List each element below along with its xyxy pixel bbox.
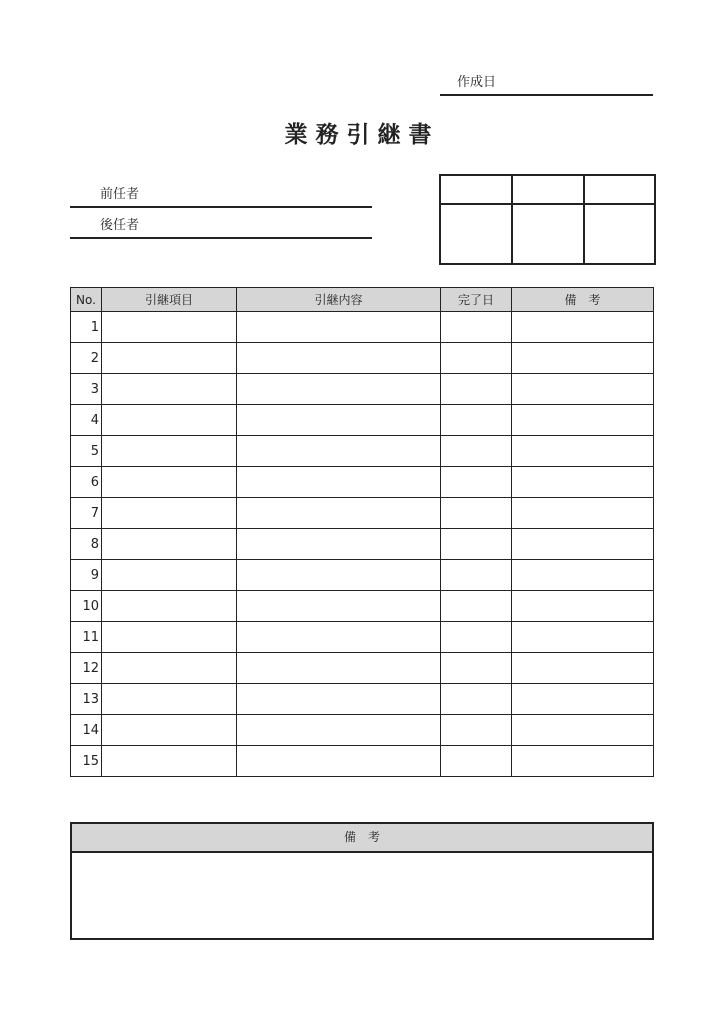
completion-date-cell[interactable] xyxy=(441,374,512,405)
table-row xyxy=(71,715,654,746)
column-header-no: No. xyxy=(71,288,102,312)
row-number: 9 xyxy=(71,560,102,591)
completion-date-cell[interactable] xyxy=(441,746,512,777)
completion-date-cell[interactable] xyxy=(441,467,512,498)
table-row xyxy=(71,405,654,436)
handover-table xyxy=(70,287,654,777)
predecessor-field[interactable] xyxy=(70,176,372,208)
item-cell[interactable] xyxy=(102,529,237,560)
successor-field[interactable] xyxy=(70,207,372,239)
table-header-row xyxy=(71,288,654,312)
table-row xyxy=(71,622,654,653)
content-cell[interactable] xyxy=(237,312,441,343)
creation-date-field[interactable] xyxy=(440,62,653,96)
stamp-cell-3[interactable] xyxy=(584,204,655,264)
remarks-cell[interactable] xyxy=(512,498,654,529)
table-row xyxy=(71,467,654,498)
row-number: 5 xyxy=(71,436,102,467)
remarks-cell[interactable] xyxy=(512,405,654,436)
content-cell[interactable] xyxy=(237,653,441,684)
table-row xyxy=(71,746,654,777)
remarks-cell[interactable] xyxy=(512,312,654,343)
content-cell[interactable] xyxy=(237,467,441,498)
content-cell[interactable] xyxy=(237,374,441,405)
content-cell[interactable] xyxy=(237,343,441,374)
content-cell[interactable] xyxy=(237,405,441,436)
stamp-cell-2[interactable] xyxy=(512,204,584,264)
row-number: 14 xyxy=(71,715,102,746)
content-cell[interactable] xyxy=(237,529,441,560)
item-cell[interactable] xyxy=(102,746,237,777)
column-header-item: 引継項目 xyxy=(102,288,237,312)
table-row xyxy=(71,436,654,467)
item-cell[interactable] xyxy=(102,560,237,591)
completion-date-cell[interactable] xyxy=(441,684,512,715)
row-number: 8 xyxy=(71,529,102,560)
remarks-cell[interactable] xyxy=(512,746,654,777)
completion-date-cell[interactable] xyxy=(441,498,512,529)
item-cell[interactable] xyxy=(102,312,237,343)
remarks-cell[interactable] xyxy=(512,467,654,498)
content-cell[interactable] xyxy=(237,498,441,529)
remarks-cell[interactable] xyxy=(512,374,654,405)
table-row xyxy=(71,498,654,529)
creation-date-label: 作成日 xyxy=(457,75,497,90)
table-row xyxy=(71,343,654,374)
item-cell[interactable] xyxy=(102,684,237,715)
remarks-cell[interactable] xyxy=(512,715,654,746)
remarks-cell[interactable] xyxy=(512,591,654,622)
table-row xyxy=(71,591,654,622)
successor-label: 後任者 xyxy=(100,218,140,233)
table-row xyxy=(71,684,654,715)
stamp-header-cell-2[interactable] xyxy=(512,175,584,204)
content-cell[interactable] xyxy=(237,560,441,591)
item-cell[interactable] xyxy=(102,467,237,498)
column-header-remarks: 備 考 xyxy=(512,288,654,312)
remarks-cell[interactable] xyxy=(512,343,654,374)
item-cell[interactable] xyxy=(102,498,237,529)
item-cell[interactable] xyxy=(102,405,237,436)
content-cell[interactable] xyxy=(237,746,441,777)
item-cell[interactable] xyxy=(102,436,237,467)
remarks-cell[interactable] xyxy=(512,622,654,653)
remarks-input-area[interactable] xyxy=(72,853,652,938)
approval-stamp-grid xyxy=(439,174,656,265)
table-row xyxy=(71,312,654,343)
completion-date-cell[interactable] xyxy=(441,343,512,374)
content-cell[interactable] xyxy=(237,436,441,467)
row-number: 12 xyxy=(71,653,102,684)
content-cell[interactable] xyxy=(237,715,441,746)
predecessor-label: 前任者 xyxy=(100,187,140,202)
document-title: 業務引継書 xyxy=(284,122,440,148)
remarks-section xyxy=(70,822,654,940)
row-number: 6 xyxy=(71,467,102,498)
row-number: 13 xyxy=(71,684,102,715)
stamp-cell-1[interactable] xyxy=(440,204,512,264)
column-header-completion-date: 完了日 xyxy=(441,288,512,312)
content-cell[interactable] xyxy=(237,684,441,715)
item-cell[interactable] xyxy=(102,343,237,374)
remarks-cell[interactable] xyxy=(512,560,654,591)
row-number: 15 xyxy=(71,746,102,777)
row-number: 7 xyxy=(71,498,102,529)
completion-date-cell[interactable] xyxy=(441,529,512,560)
content-cell[interactable] xyxy=(237,622,441,653)
row-number: 3 xyxy=(71,374,102,405)
item-cell[interactable] xyxy=(102,622,237,653)
column-header-content: 引継内容 xyxy=(237,288,441,312)
stamp-header-cell-1[interactable] xyxy=(440,175,512,204)
completion-date-cell[interactable] xyxy=(441,715,512,746)
table-row xyxy=(71,653,654,684)
completion-date-cell[interactable] xyxy=(441,560,512,591)
completion-date-cell[interactable] xyxy=(441,653,512,684)
item-cell[interactable] xyxy=(102,374,237,405)
row-number: 1 xyxy=(71,312,102,343)
table-row xyxy=(71,374,654,405)
completion-date-cell[interactable] xyxy=(441,405,512,436)
remarks-cell[interactable] xyxy=(512,684,654,715)
row-number: 10 xyxy=(71,591,102,622)
table-row xyxy=(71,560,654,591)
table-row xyxy=(71,529,654,560)
item-cell[interactable] xyxy=(102,591,237,622)
row-number: 2 xyxy=(71,343,102,374)
remarks-cell[interactable] xyxy=(512,529,654,560)
remarks-cell[interactable] xyxy=(512,436,654,467)
completion-date-cell[interactable] xyxy=(441,312,512,343)
remarks-cell[interactable] xyxy=(512,653,654,684)
row-number: 11 xyxy=(71,622,102,653)
completion-date-cell[interactable] xyxy=(441,622,512,653)
completion-date-cell[interactable] xyxy=(441,591,512,622)
item-cell[interactable] xyxy=(102,715,237,746)
stamp-header-cell-3[interactable] xyxy=(584,175,655,204)
item-cell[interactable] xyxy=(102,653,237,684)
completion-date-cell[interactable] xyxy=(441,436,512,467)
content-cell[interactable] xyxy=(237,591,441,622)
remarks-header: 備 考 xyxy=(72,824,652,853)
row-number: 4 xyxy=(71,405,102,436)
